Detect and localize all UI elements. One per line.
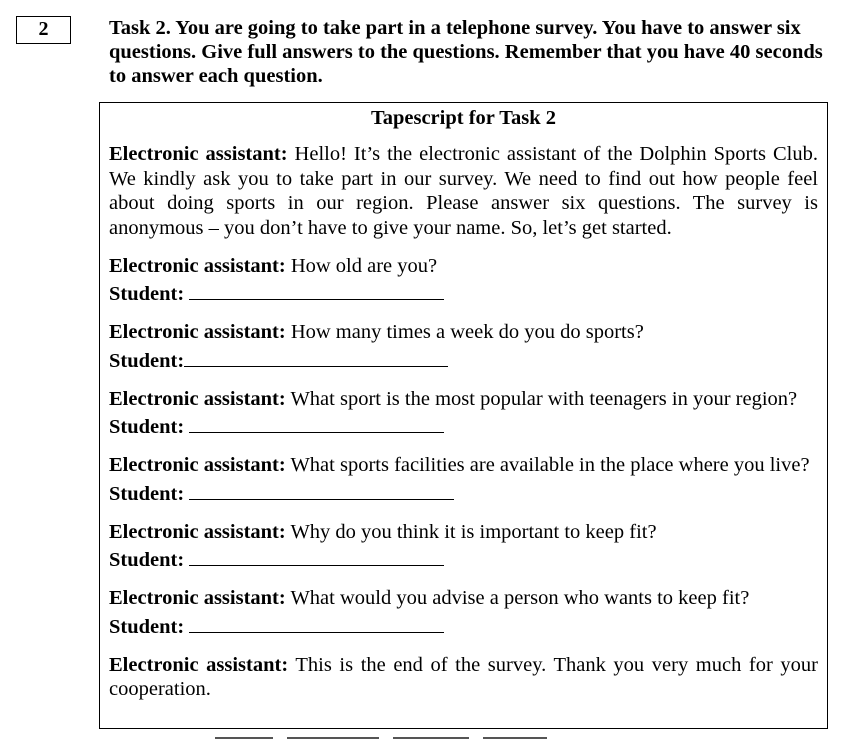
speaker-label: Electronic assistant: xyxy=(109,653,289,676)
speaker-label: Electronic assistant: xyxy=(109,143,288,165)
speaker-label: Electronic assistant: xyxy=(109,454,286,476)
speaker-label: Electronic assistant: xyxy=(109,520,286,543)
student-label: Student: xyxy=(109,349,185,372)
question-text: What sports facilities are available in the place where you live? xyxy=(285,454,810,476)
speaker-label: Electronic assistant: xyxy=(109,254,286,277)
answer-blank xyxy=(189,544,444,566)
student-label: Student: xyxy=(109,549,185,571)
question-block-1 xyxy=(109,254,818,307)
closing-paragraph xyxy=(109,653,818,702)
closing-text: This is the end of the survey. Thank you very much for your cooperation. xyxy=(109,653,818,700)
answer-blank xyxy=(189,611,444,633)
cropped-footer-text xyxy=(215,737,595,745)
question-text: How many times a week do you do sports? xyxy=(285,321,644,343)
student-label: Student: xyxy=(109,283,185,305)
student-label: Student: xyxy=(109,416,185,438)
question-block-6 xyxy=(109,586,818,639)
tapescript-title: Tapescript for Task 2 xyxy=(370,107,557,129)
answer-blank xyxy=(189,278,444,300)
speaker-label: Electronic assistant: xyxy=(109,321,286,343)
question-block-4 xyxy=(109,453,818,506)
tapescript-box xyxy=(99,102,828,729)
answer-blank xyxy=(184,345,448,367)
intro-text: Hello! It’s the electronic assistant of the Dolphin Sports Club. We kindly ask you to take part in our survey. We need to find out how people feel about doing sports in our region. Please answer six questions. The survey is anonymous – you don’t have to give your name. So, let’s get started. xyxy=(109,143,818,239)
question-text: What would you advise a person who wants to keep fit? xyxy=(285,587,750,609)
question-block-3 xyxy=(109,387,818,440)
intro-paragraph xyxy=(109,142,818,240)
task-heading: Task 2. You are going to take part in a telephone survey. You have to answer six questions. Give full answers to the questions. Remember that you have 40 seconds to answer each question. xyxy=(109,17,823,87)
speaker-label: Electronic assistant: xyxy=(109,387,286,410)
task-number-box: 2 xyxy=(16,16,71,44)
question-block-2 xyxy=(109,320,818,373)
question-block-5 xyxy=(109,520,818,573)
answer-blank xyxy=(189,478,454,500)
speaker-label: Electronic assistant: xyxy=(109,587,286,609)
student-label: Student: xyxy=(109,482,185,505)
answer-blank xyxy=(189,411,444,433)
question-text: How old are you? xyxy=(285,254,438,277)
question-text: Why do you think it is important to keep fit? xyxy=(285,520,657,543)
question-text: What sport is the most popular with teenagers in your region? xyxy=(285,387,798,410)
student-label: Student: xyxy=(109,615,185,638)
